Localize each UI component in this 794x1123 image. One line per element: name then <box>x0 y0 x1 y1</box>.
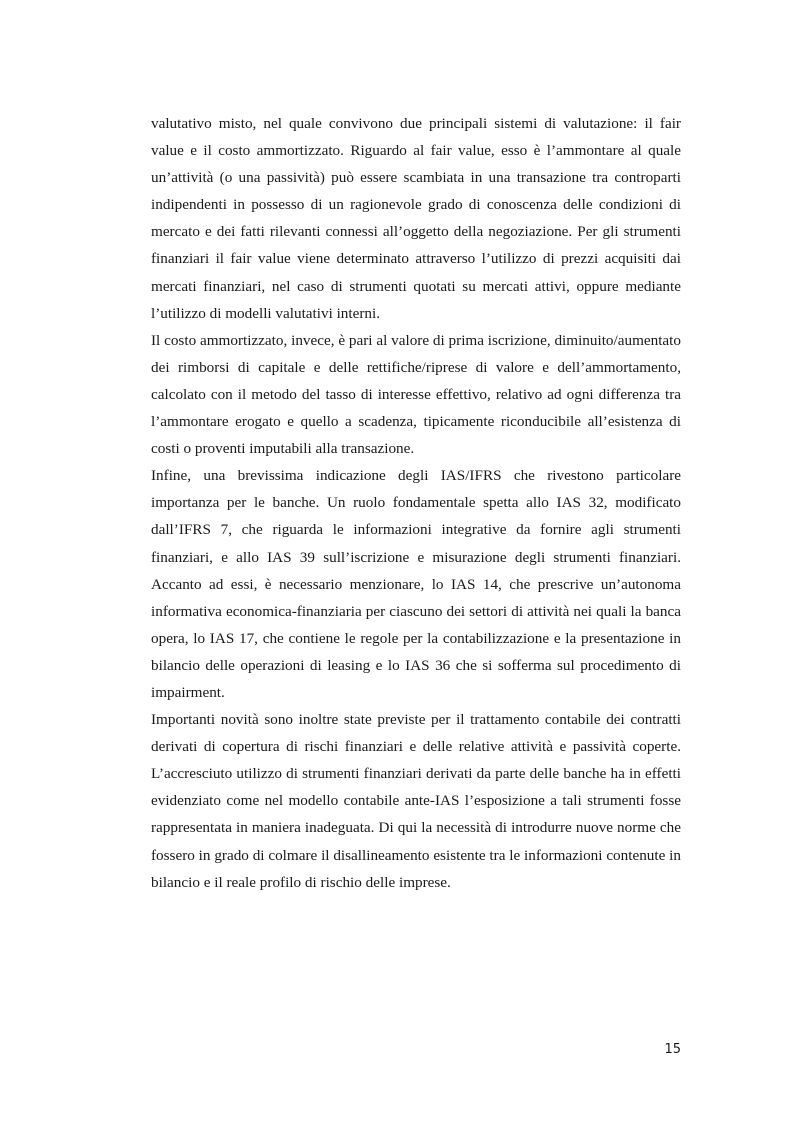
paragraph-fair-value: valutativo misto, nel quale convivono due principali sistemi di valutazione: il fair value e il costo ammortizzato. Riguardo al fair value, esso è l’ammontare al quale un’attività (o una passività) può essere scambiata in una transazione tra controparti indipendenti in possesso di un ragionevole grado di conoscenza delle condizioni di mercato e dei fatti rilevanti connessi all’oggetto della negoziazione. Per gli strumenti finanziari il fair value viene determinato attraverso l’utilizzo di prezzi acquisiti dai mercati finanziari, nel caso di strumenti quotati su mercati attivi, oppure mediante l’utilizzo di modelli valutativi interni. <box>151 115 681 322</box>
paragraph-costo-ammortizzato: Il costo ammortizzato, invece, è pari al valore di prima iscrizione, diminuito/aumentato dei rimborsi di capitale e delle rettifiche/riprese di valore e dell’ammortamento, calcolato con il metodo del tasso di interesse effettivo, relativo ad ogni differenza tra l’ammontare erogato e quello a scadenza, tipicamente riconducibile all’esistenza di costi o proventi imputabili alla transazione. <box>151 331 681 458</box>
paragraph-derivati: Importanti novità sono inoltre state previste per il trattamento contabile dei contratti derivati di copertura di rischi finanziari e delle relative attività e passività coperte. L’accresciuto utilizzo di strumenti finanziari derivati da parte delle banche ha in effetti evidenziato come nel modello contabile ante-IAS l’esposizione a tali strumenti fosse rappresentata in maniera inadeguata. Di qui la necessità di introdurre nuove norme che fossero in grado di colmare il disallineamento esistente tra le informazioni contenute in bilancio e il reale profilo di rischio delle imprese. <box>151 711 681 891</box>
paragraph-ias-ifrs: Infine, una brevissima indicazione degli IAS/IFRS che rivestono particolare importanza per le banche. Un ruolo fondamentale spetta allo IAS 32, modificato dall’IFRS 7, che riguarda le informazioni integrative da fornire agli strumenti finanziari, e allo IAS 39 sull’iscrizione e misurazione degli strumenti finanziari. Accanto ad essi, è necessario menzionare, lo IAS 14, che prescrive un’autonoma informativa economica-finanziaria per ciascuno dei settori di attività nei quali la banca opera, lo IAS 17, che contiene le regole per la contabilizzazione e la presentazione in bilancio delle operazioni di leasing e lo IAS 36 che si sofferma sul procedimento di impairment. <box>151 467 681 701</box>
body-text <box>151 110 681 896</box>
page-number: 15 <box>664 1042 681 1057</box>
